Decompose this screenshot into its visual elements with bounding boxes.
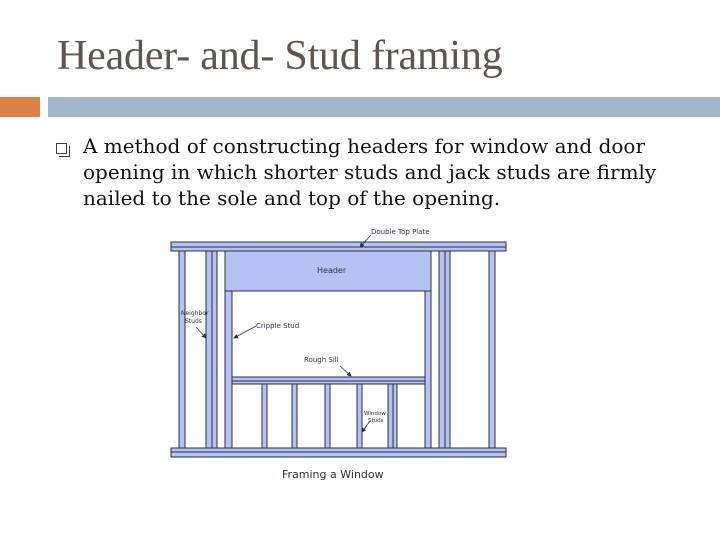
- label-neighbor-studs: Neighbor: [181, 310, 209, 317]
- stud: [212, 251, 217, 448]
- label-top-plate: Double Top Plate: [371, 228, 430, 236]
- label-rough-sill: Rough Sill: [304, 356, 339, 364]
- title-divider-bar: [48, 97, 720, 117]
- cripple-stud: [262, 384, 267, 448]
- sole-plate-second: [171, 452, 506, 457]
- slide-title: Header- and- Stud framing: [57, 33, 503, 79]
- top-plate-second: [171, 247, 506, 251]
- window-framing-diagram: [168, 222, 513, 490]
- cripple-stud: [325, 384, 330, 448]
- stud: [179, 251, 185, 448]
- label-window-studs-2: Studs: [368, 418, 384, 424]
- figure-caption: Framing a Window: [282, 468, 384, 481]
- sole-plate: [171, 448, 506, 452]
- cripple-stud: [388, 384, 393, 448]
- rough-sill: [232, 377, 425, 381]
- label-neighbor-studs-2: Studs: [185, 318, 202, 325]
- stud: [445, 251, 450, 448]
- stud: [489, 251, 495, 448]
- square-bullet-icon: [56, 143, 67, 154]
- top-plate: [171, 242, 506, 247]
- stud: [439, 251, 445, 448]
- cripple-stud: [357, 384, 362, 448]
- title-accent-bar: [0, 97, 40, 117]
- label-header: Header: [317, 266, 347, 275]
- cripple-stud: [292, 384, 297, 448]
- label-cripple-stud: Cripple Stud: [256, 322, 300, 330]
- stud: [206, 251, 212, 448]
- cripple-stud: [393, 384, 397, 448]
- jack-stud: [225, 291, 232, 448]
- label-window-studs: Window: [364, 411, 386, 417]
- jack-stud: [425, 291, 431, 448]
- bullet-text: A method of constructing headers for window and door opening in which shorter studs and jack studs are firmly nailed to the sole and top of the opening.: [83, 134, 657, 210]
